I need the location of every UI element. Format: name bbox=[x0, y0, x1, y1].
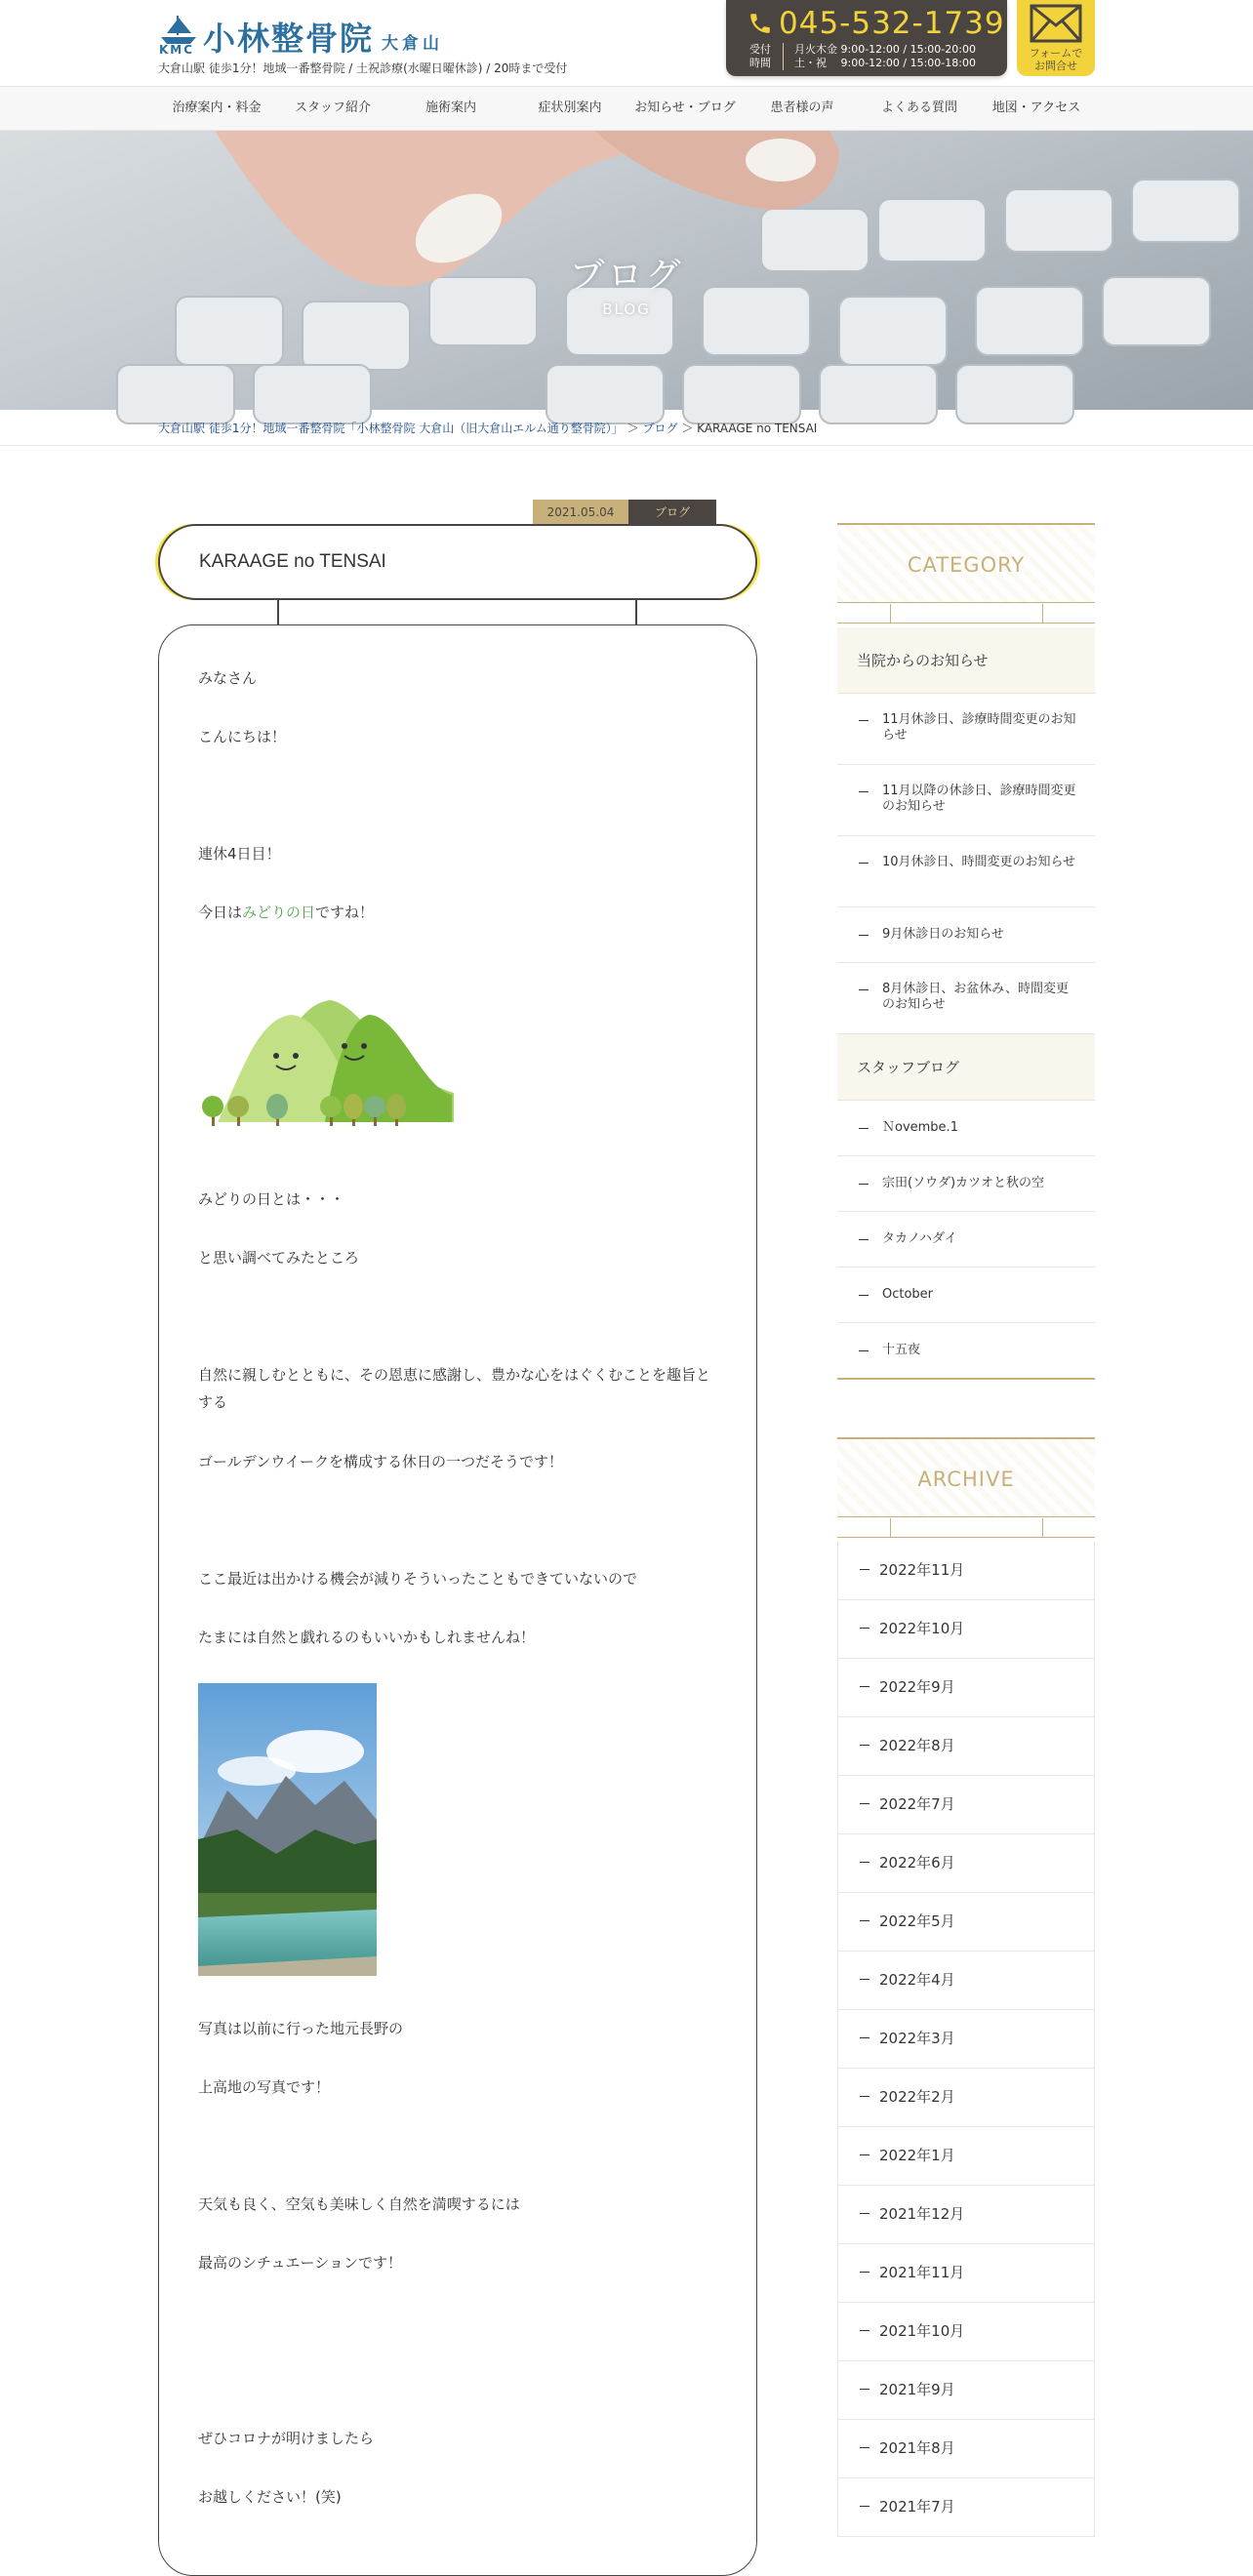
post-paragraph: ここ最近は出かける機会が減りそういったこともできていないので bbox=[198, 1570, 638, 1588]
breadcrumb-current: KARAAGE no TENSAI bbox=[697, 422, 818, 435]
post-paragraph: 最高のシチュエーションです！ bbox=[198, 2254, 402, 2272]
archive-label: 2022年7月 bbox=[879, 1795, 955, 1813]
archive-link[interactable] bbox=[837, 2478, 1095, 2537]
category-post-title: 11月以降の休診日、診療時間変更のお知らせ bbox=[882, 784, 1076, 814]
title-connector bbox=[635, 600, 637, 625]
logo-title: 小林整骨院 bbox=[203, 20, 374, 58]
post-paragraph: 写真は以前に行った地元長野の bbox=[198, 2020, 404, 2037]
business-hours bbox=[794, 43, 976, 70]
archive-label: 2022年9月 bbox=[879, 1678, 955, 1696]
midori-link[interactable]: みどりの日 bbox=[242, 904, 316, 921]
category-post-item[interactable] bbox=[837, 907, 1095, 963]
nav-access[interactable]: 地図・アクセス bbox=[991, 101, 1081, 115]
archive-link[interactable] bbox=[837, 1600, 1095, 1659]
category-bottom-border bbox=[837, 1378, 1095, 1380]
archive-link[interactable] bbox=[837, 2361, 1095, 2420]
archive-label: 2022年2月 bbox=[879, 2088, 955, 2106]
breadcrumb-divider bbox=[0, 445, 1253, 446]
hero-banner bbox=[0, 131, 1253, 410]
kamikochi-photo bbox=[198, 1683, 377, 1976]
post-paragraph: 上高地の写真です！ bbox=[198, 2078, 331, 2096]
post-paragraph: 天気も良く、空気も美味しく自然を満喫するには bbox=[198, 2195, 520, 2213]
post-paragraph: こんにちは！ bbox=[198, 728, 287, 745]
post-paragraph: たまには自然と戯れるのもいいかもしれませんね！ bbox=[198, 1629, 536, 1646]
text-fragment: ですね！ bbox=[315, 904, 375, 921]
breadcrumb-blog[interactable]: ブログ bbox=[642, 422, 678, 435]
post-paragraph: ゴールデンウイークを構成する休日の一つだそうです！ bbox=[198, 1453, 563, 1470]
archive-link[interactable] bbox=[837, 2420, 1095, 2478]
archive-label: 2021年8月 bbox=[879, 2439, 955, 2457]
nav-treatment-price[interactable]: 治療案内・料金 bbox=[172, 101, 262, 115]
post-paragraph: ぜひコロナが明けましたら bbox=[198, 2430, 375, 2447]
archive-link[interactable] bbox=[837, 1717, 1095, 1776]
category-post-title: 10月休診日、時間変更のお知らせ bbox=[882, 855, 1076, 869]
mail-label-line-1: フォームで bbox=[1029, 47, 1083, 60]
archive-label: 2022年3月 bbox=[879, 2030, 955, 2047]
category-post-title: Ｎovembe.1 bbox=[882, 1120, 958, 1135]
ship-logo-icon bbox=[158, 14, 199, 55]
category-post-item[interactable] bbox=[837, 1101, 1095, 1156]
phone-number[interactable] bbox=[748, 6, 1005, 41]
archive-heading: ARCHIVE bbox=[837, 1437, 1095, 1517]
category-post-title: 8月休診日、お盆休み、時間変更のお知らせ bbox=[882, 982, 1070, 1012]
category-post-title: 十五夜 bbox=[882, 1343, 921, 1357]
category-post-title: 9月休診日のお知らせ bbox=[882, 927, 1004, 942]
category-clinic-news[interactable]: 当院からのお知らせ bbox=[837, 627, 1095, 694]
post-paragraph: と思い調べてみたところ bbox=[198, 1249, 360, 1267]
category-post-item[interactable] bbox=[837, 1156, 1095, 1212]
post-paragraph: 自然に親しむとともに、その恩恵に感謝し、豊かな心をはぐくむことを趣旨とする bbox=[198, 1366, 711, 1411]
archive-link[interactable] bbox=[837, 1542, 1095, 1600]
category-post-title: 11月休診日、診療時間変更のお知らせ bbox=[882, 712, 1076, 743]
mail-icon bbox=[1030, 4, 1082, 43]
post-paragraph: 連休4日目！ bbox=[198, 845, 281, 863]
nav-staff[interactable]: スタッフ紹介 bbox=[294, 101, 371, 115]
archive-label: 2021年11月 bbox=[879, 2264, 965, 2281]
post-paragraph: みなさん bbox=[198, 669, 258, 687]
post-paragraph bbox=[198, 899, 715, 926]
site-logo[interactable] bbox=[158, 14, 443, 58]
archive-link[interactable] bbox=[837, 2069, 1095, 2127]
breadcrumb bbox=[158, 420, 817, 436]
hours-divider bbox=[783, 43, 784, 70]
category-staff-blog[interactable]: スタッフブログ bbox=[837, 1034, 1095, 1101]
archive-link[interactable] bbox=[837, 2303, 1095, 2361]
contact-form-button[interactable] bbox=[1017, 0, 1095, 76]
site-header bbox=[0, 0, 1253, 86]
category-post-item[interactable] bbox=[837, 1268, 1095, 1323]
category-post-item[interactable] bbox=[837, 836, 1095, 907]
post-paragraph: お越しください！(笑) bbox=[198, 2488, 342, 2506]
breadcrumb-home[interactable]: 大倉山駅 徒歩1分！地域一番整骨院「小林整骨院 大倉山（旧大倉山エルム通り整骨院）」 bbox=[158, 422, 624, 435]
text-fragment: 今日は bbox=[198, 904, 243, 921]
archive-label: 2022年11月 bbox=[879, 1561, 965, 1579]
header-tagline: 大倉山駅 徒歩1分！地域一番整骨院 / 土祝診療(水曜日曜休診) / 20時まで受付 bbox=[158, 61, 568, 75]
hours-label-line-2: 時間 bbox=[749, 57, 771, 69]
category-post-item[interactable] bbox=[837, 1212, 1095, 1268]
archive-label: 2022年6月 bbox=[879, 1854, 955, 1872]
nav-faq[interactable]: よくある質問 bbox=[880, 101, 957, 115]
archive-label: 2022年4月 bbox=[879, 1971, 955, 1989]
archive-label: 2022年5月 bbox=[879, 1912, 955, 1930]
mail-label-line-2: お問合せ bbox=[1034, 60, 1077, 72]
archive-label: 2021年9月 bbox=[879, 2381, 955, 2398]
archive-link[interactable] bbox=[837, 2010, 1095, 2069]
archive-link[interactable] bbox=[837, 1659, 1095, 1717]
archive-link[interactable] bbox=[837, 1776, 1095, 1834]
hours-label-line-1: 受付 bbox=[749, 43, 771, 56]
archive-link[interactable] bbox=[837, 2127, 1095, 2186]
logo-subtitle: 大倉山 bbox=[382, 34, 443, 54]
category-post-title: October bbox=[882, 1287, 934, 1302]
archive-link[interactable] bbox=[837, 1952, 1095, 2010]
phone-box[interactable] bbox=[726, 0, 1007, 76]
archive-label: 2022年1月 bbox=[879, 2147, 955, 2164]
archive-label: 2022年8月 bbox=[879, 1737, 955, 1754]
hours-weekday: 月火木金 9:00-12:00 / 15:00-20:00 bbox=[794, 43, 976, 56]
category-post-item[interactable] bbox=[837, 765, 1095, 836]
post-date: 2021.05.04 bbox=[533, 500, 628, 525]
nav-news-blog[interactable]: お知らせ・ブログ bbox=[634, 101, 736, 115]
hero-title: ブログ bbox=[569, 256, 684, 296]
hero-subtitle: BLOG bbox=[602, 301, 651, 318]
archive-label: 2021年10月 bbox=[879, 2322, 965, 2340]
phone-number-text: 045-532-1739 bbox=[779, 6, 1005, 41]
logo-mark-text: KMC bbox=[159, 43, 195, 57]
archive-link[interactable] bbox=[837, 1893, 1095, 1952]
archive-link[interactable] bbox=[837, 2244, 1095, 2303]
archive-label: 2021年12月 bbox=[879, 2205, 965, 2223]
category-post-title: タカノハダイ bbox=[882, 1231, 957, 1246]
archive-heading-tab bbox=[837, 1518, 1095, 1538]
nav-procedures[interactable]: 施術案内 bbox=[424, 101, 476, 115]
mountains-illustration bbox=[198, 986, 454, 1132]
nav-voices[interactable]: 患者様の声 bbox=[770, 101, 834, 115]
breadcrumb-separator: ＞ bbox=[681, 422, 694, 435]
title-connector bbox=[277, 600, 279, 625]
post-paragraph: みどりの日とは・・・ bbox=[198, 1190, 345, 1208]
category-post-item[interactable] bbox=[837, 963, 1095, 1034]
hours-label bbox=[748, 43, 773, 70]
post-title: KARAAGE no TENSAI bbox=[199, 551, 386, 572]
nav-symptoms[interactable]: 症状別案内 bbox=[538, 101, 602, 115]
category-heading: CATEGORY bbox=[837, 523, 1095, 603]
category-post-item[interactable] bbox=[837, 694, 1095, 765]
archive-label: 2021年7月 bbox=[879, 2498, 955, 2516]
post-category[interactable]: ブログ bbox=[628, 500, 716, 525]
archive-label: 2022年10月 bbox=[879, 1620, 965, 1637]
main-nav bbox=[0, 86, 1253, 131]
phone-icon bbox=[748, 11, 773, 36]
breadcrumb-separator: ＞ bbox=[626, 422, 639, 435]
archive-link[interactable] bbox=[837, 1834, 1095, 1893]
category-heading-tab bbox=[837, 604, 1095, 624]
category-post-title: 宗田(ソウダ)カツオと秋の空 bbox=[882, 1176, 1045, 1190]
post-title-box bbox=[158, 524, 757, 600]
archive-link[interactable] bbox=[837, 2186, 1095, 2244]
category-post-item[interactable] bbox=[837, 1323, 1095, 1379]
hours-weekend: 土・祝 9:00-12:00 / 15:00-18:00 bbox=[794, 57, 976, 69]
